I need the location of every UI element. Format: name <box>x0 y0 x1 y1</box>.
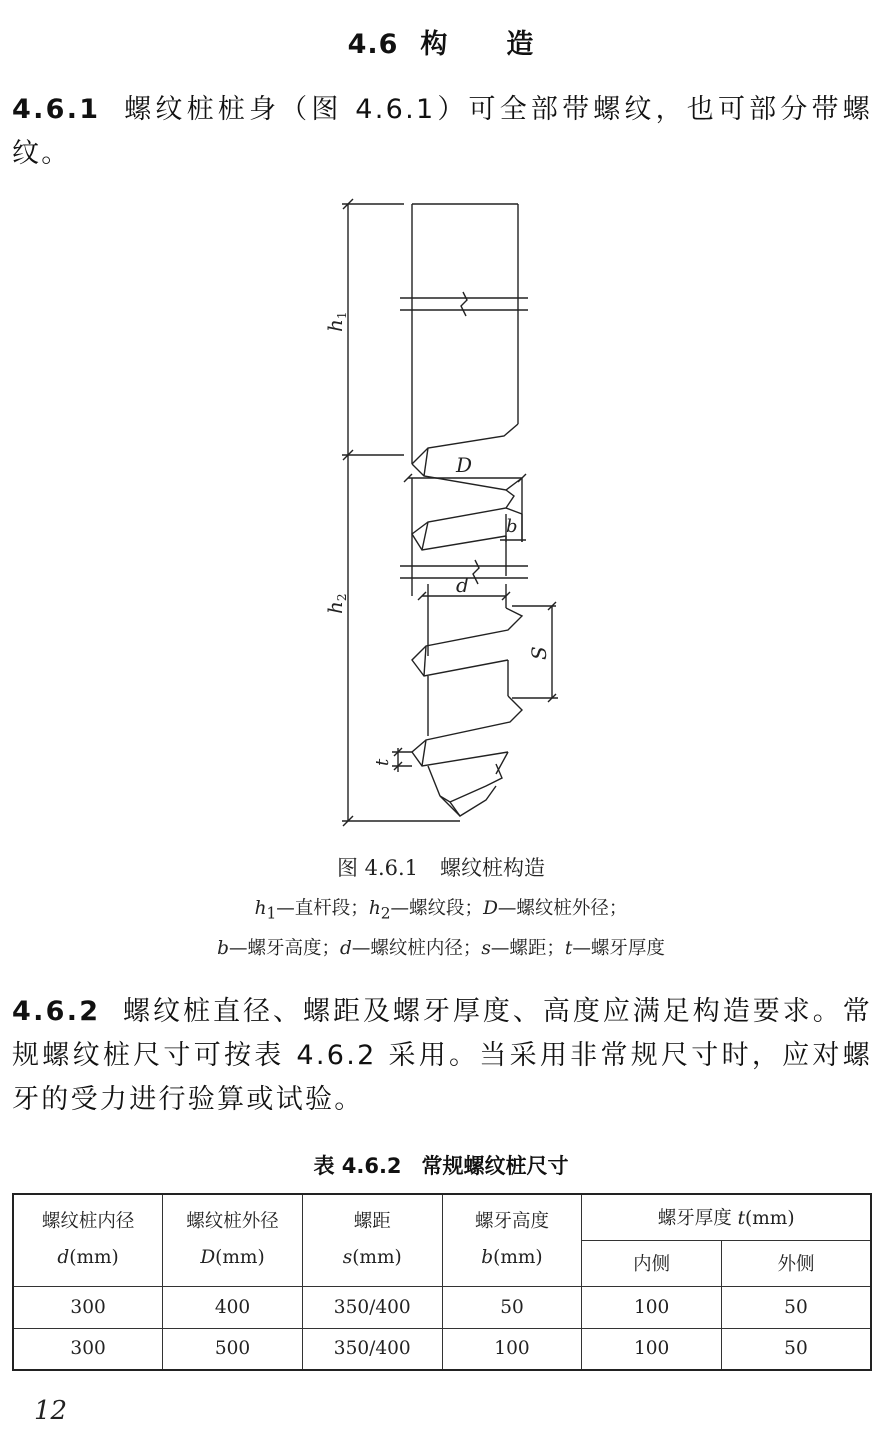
table-cell: 350/400 <box>302 1328 442 1370</box>
screw-pile-drawing <box>300 196 600 836</box>
table-cell: 350/400 <box>302 1286 442 1328</box>
figure-caption-title <box>0 852 882 882</box>
header-thread-thickness: 螺牙厚度 t(mm) <box>582 1194 871 1240</box>
legend-desc: —螺牙厚度 <box>572 938 665 959</box>
legend-desc: —螺纹桩内径； <box>351 938 482 959</box>
section-number: 4.6 <box>347 29 399 60</box>
legend-symbol: b <box>217 938 229 959</box>
screw-pile-figure <box>300 196 600 836</box>
label-D: D <box>456 453 473 477</box>
legend-desc: —直杆段； <box>276 898 369 919</box>
figure-number: 图 4.6.1 <box>336 856 419 880</box>
section-heading <box>0 22 882 61</box>
table-cell: 300 <box>13 1286 163 1328</box>
legend-symbol: t <box>564 938 573 959</box>
label-h1: $h_1$ <box>323 311 349 332</box>
label-h2: $h_2$ <box>323 593 349 614</box>
legend-desc: —螺纹桩外径； <box>497 898 628 919</box>
table-cell: 100 <box>442 1328 582 1370</box>
subheader-outer: 外侧 <box>721 1240 871 1286</box>
header-inner-diameter: 螺纹桩内径 d(mm) <box>13 1194 163 1286</box>
label-d: d <box>456 573 469 597</box>
legend-symbol: h <box>254 898 267 919</box>
table-row <box>13 1286 871 1328</box>
header-outer-diameter: 螺纹桩外径 D(mm) <box>163 1194 303 1286</box>
legend-symbol: s <box>481 938 491 959</box>
table-cell: 50 <box>721 1328 871 1370</box>
legend-desc: —螺距； <box>490 938 565 959</box>
legend-desc: —螺牙高度； <box>229 938 341 959</box>
table-cell: 100 <box>582 1286 722 1328</box>
clause-4-6-1 <box>12 88 872 176</box>
header-thread-height: 螺牙高度 b(mm) <box>442 1194 582 1286</box>
clause-text: 螺纹桩直径、螺距及螺牙厚度、高度应满足构造要求。常规螺纹桩尺寸可按表 4.6.2 采用。当采用非常规尺寸时，应对螺牙的受力进行验算或试验。 <box>12 996 872 1115</box>
legend-symbol: h <box>368 898 381 919</box>
label-b: b <box>506 516 518 537</box>
table-title-text: 常规螺纹桩尺寸 <box>421 1154 569 1178</box>
table-title <box>0 1150 882 1180</box>
table-cell: 400 <box>163 1286 303 1328</box>
table-cell: 500 <box>163 1328 303 1370</box>
section-title-char-2: 造 <box>506 29 535 60</box>
subheader-inner: 内侧 <box>582 1240 722 1286</box>
figure-legend-line-1: $h_1—$直杆段；$h_2—$螺纹段；D—螺纹桩外径； <box>254 898 628 923</box>
screw-pile-size-table <box>12 1193 872 1371</box>
label-S: S <box>527 646 551 660</box>
clause-number: 4.6.2 <box>12 996 101 1027</box>
table-cell: 300 <box>13 1328 163 1370</box>
page-number: 12 <box>34 1396 68 1426</box>
table-cell: 100 <box>582 1328 722 1370</box>
clause-number: 4.6.1 <box>12 94 101 125</box>
legend-symbol: d <box>340 938 352 959</box>
table-number: 表 4.6.2 <box>313 1154 402 1178</box>
figure-legend-line-2 <box>0 934 882 960</box>
label-t: t <box>372 758 393 766</box>
header-pitch: 螺距 s(mm) <box>302 1194 442 1286</box>
table-cell: 50 <box>442 1286 582 1328</box>
clause-text: 螺纹桩桩身（图 4.6.1）可全部带螺纹，也可部分带螺纹。 <box>12 94 872 169</box>
figure-title: 螺纹桩构造 <box>440 856 546 880</box>
clause-4-6-2 <box>12 990 872 1122</box>
table-row <box>13 1328 871 1370</box>
section-title-char-1: 构 <box>420 29 449 60</box>
table-cell: 50 <box>721 1286 871 1328</box>
legend-symbol: D <box>483 898 498 919</box>
legend-desc: —螺纹段； <box>390 898 484 919</box>
